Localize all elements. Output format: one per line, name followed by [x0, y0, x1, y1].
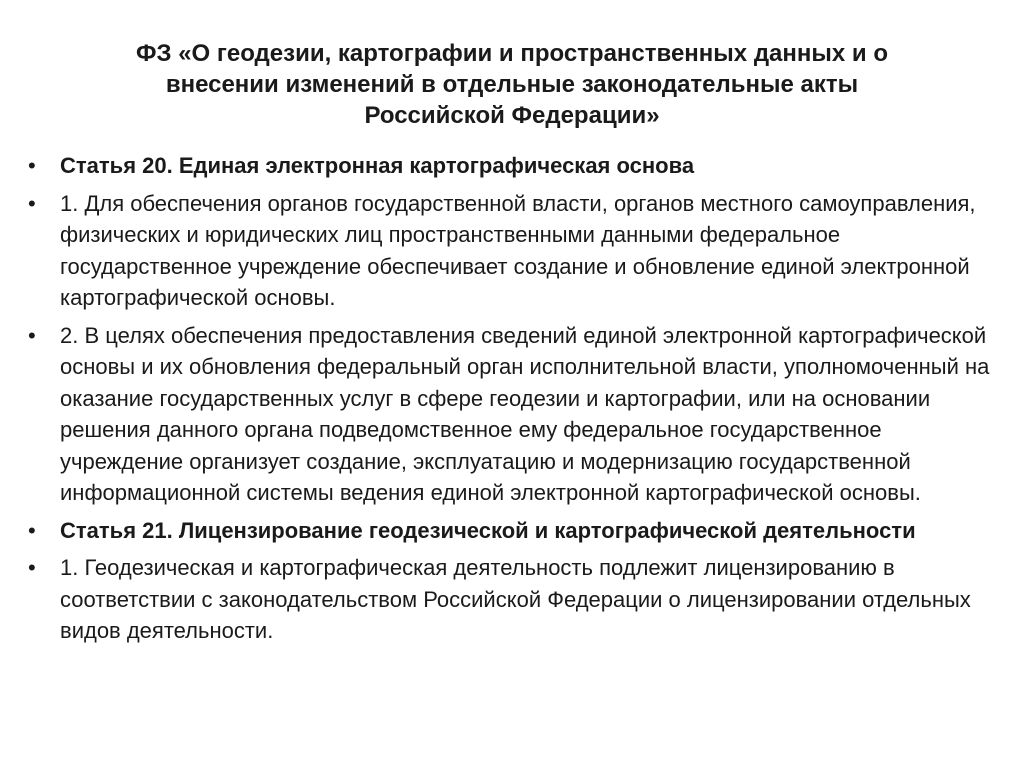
list-item-text: 1. Для обеспечения органов государственной власти, органов местного самоуправления, физических и юридических лиц пространственными данными федеральное государственное учреждение обеспечивает создание и обновление единой электронной картографической основы. — [60, 190, 976, 310]
bullet-dot-icon: • — [28, 555, 36, 580]
title-line-2: внесении изменений в отдельные законодательные акты — [165, 71, 859, 98]
bullet-dot-icon: • — [28, 190, 36, 216]
article-20-heading — [22, 150, 1002, 182]
slide-title — [60, 38, 964, 131]
list-item-text: 2. В целях обеспечения предоставления сведений единой электронной картографической основы и их обновления федеральный орган исполнительной власти, уполномоченный на оказание государственных услуг в сфере геодезии и картографии, или на основании решения данного органа подведомственное ему федеральное государственное учреждение организует создание, эксплуатацию и модернизацию государственной информационной системы ведения единой электронной картографической основы. — [60, 322, 990, 505]
bullet-dot-icon: • — [28, 517, 36, 543]
article-20-point-1 — [22, 188, 1002, 314]
bullet-list — [22, 150, 1002, 653]
article-21-heading — [22, 515, 1002, 547]
article-21-point-1 — [22, 552, 1002, 647]
article-20-point-2 — [22, 320, 1002, 509]
bullet-dot-icon: • — [28, 322, 36, 348]
list-item-text: Статья 20. Единая электронная картографическая основа — [60, 153, 695, 178]
title-line-1: ФЗ «О геодезии, картографии и пространственных данных и о — [136, 40, 888, 67]
list-item-text: 1. Геодезическая и картографическая деятельность подлежит лицензированию в соответствии с законодательством Российской Федерации о лицензировании отдельных видов деятельности. — [60, 555, 971, 643]
bullet-dot-icon: • — [28, 153, 36, 178]
list-item-text: Статья 21. Лицензирование геодезической и картографической деятельности — [60, 517, 916, 543]
title-line-3: Российской Федерации» — [364, 102, 660, 129]
